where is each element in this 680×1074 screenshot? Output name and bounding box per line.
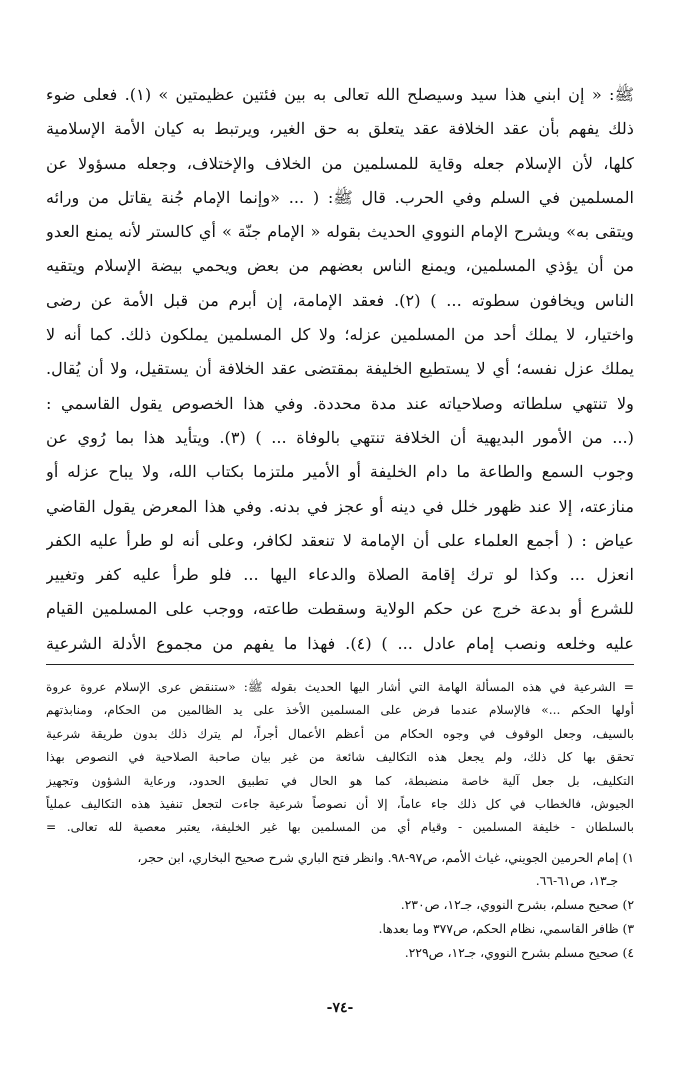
continuation-footnote: [46, 676, 634, 840]
main-text: [46, 78, 634, 661]
text-line: انعزل ... وكذا لو ترك إقامة الصلاة والدعاء اليها ... فلو طرأ عليه كفر وتغيير: [46, 565, 634, 585]
footnote-separator: [46, 664, 634, 665]
text-line: من أن يؤذي المسلمين، ويمنع الناس بعضهم من بعض ويحمي بيضة الإسلام ويتقيه: [46, 256, 634, 276]
note-line: التكليف، بل جعل آلية خاصة منضبطة، كما هو الحال في تطبيق الحدود، ورعاية الشؤون وتجهيز: [46, 773, 634, 788]
text-line: عياض : ( أجمع العلماء على أن الإمامة لا تنعقد لكافر، وعلى أنه لو طرأ عليه الكفر: [46, 530, 634, 550]
note-line: = الشرعية في هذه المسألة الهامة التي أشار اليها الحديث بقوله ﷺ: «ستنقض عرى الإسلام عروة عروة: [46, 680, 634, 694]
note-line: تحقق بها كل ذلك، ولم يجعل هذه التكاليف شائعة من غير بيان صاحبة الصلاحية في النصوص بهذا: [46, 750, 634, 765]
text-line: الناس ويخافون سطوته ... ) (٢). فعقد الإمامة، إن أبرم من قبل الأمة عن رضى: [46, 290, 634, 310]
text-line: المسلمين في السلم وفي الحرب. قال ﷺ: ( ... «وإنما الإمام جُنة يقاتل من ورائه: [46, 187, 634, 207]
footnote-1-continuation: جـ١٣، ص٦١-٦٦.: [535, 873, 618, 888]
footnote-1: ١) إمام الحرمين الجويني، غياث الأمم، ص٩٧-٩٨. وانظر فتح الباري شرح صحيح البخاري، ابن حجر،: [137, 850, 634, 865]
text-line: ذلك يفهم بأن عقد الخلافة عقد يتعلق به حق الغير، ويرتبط به كيان الأمة الإسلامية: [46, 119, 634, 139]
text-line: يملك عزل نفسه؛ أي لا يستطيع الخليفة بمقتضى عقد الخلافة أن يستقيل، ولا أن يُقال.: [46, 359, 634, 379]
footnote-2: ٢) صحيح مسلم، بشرح النووي، جـ١٢، ص٢٣٠.: [400, 897, 634, 912]
text-line: ويتقى به» ويشرح الإمام النووي الحديث بقوله « الإمام جنّة » أي كالستر لأنه يمنع العدو: [46, 222, 634, 242]
note-line: بالسيف، وجعل الوقوف في وجوه الحكام من أعظم الأعمال أجراً، لم يترك ذلك بدون طريقة شرعية: [46, 726, 634, 741]
text-line: عليه وخلعه ونصب إمام عادل ... ) (٤). فهذا ما يفهم من مجموع الأدلة الشرعية: [46, 633, 634, 653]
text-line: وجوب السمع والطاعة ما دام الخليفة أو الأمير ملتزما بكتاب الله، ولا يباح عزله أو: [46, 462, 634, 482]
note-line: أولها الحكم ...» فالإسلام عندما فرض على المسلمين الأخذ على يد الظالمين من الحكام، ومنابذتهم: [46, 703, 634, 718]
text-line: منازعته، إلا عند ظهور خلل في دينه أو عجز في بدنه. وفي هذا المعرض يقول القاضي: [46, 496, 634, 516]
text-line: للشرع أو بدعة خرج عن حكم الولاية وسقطت طاعته، ووجب على المسلمين القيام: [46, 599, 634, 619]
note-line: الجيوش، فالخطاب في كل ذلك جاء عاماً، إلا أن نصوصاً شرعية جاءت لتجعل تنفيذ هذه التكاليف عملياً: [46, 796, 634, 811]
text-line: واختيار، لا يملك أحد من المسلمين عزله؛ ولا كل المسلمين يملكون ذلك. كما أنه لا: [46, 325, 634, 345]
page-number: -٧٤-: [326, 1000, 354, 1016]
text-line: (... من الأمور البديهية أن الخلافة تنتهي بالوفاة ... ) (٣). ويتأيد هذا بما رُوي عن: [46, 427, 634, 447]
text-line: كلها، لأن الإسلام جعله وقاية للمسلمين من الخلاف والإختلاف، وجعله مسؤولا عن: [46, 153, 634, 173]
text-line: ولا تنتهي سلطاته وصلاحياته عند مدة محددة. وفي هذا الخصوص يقول القاسمي :: [46, 393, 634, 413]
footnote-3: ٣) ظافر القاسمي، نظام الحكم، ص٣٧٧ وما بعدها.: [378, 921, 634, 936]
footnote-4: ٤) صحيح مسلم بشرح النووي، جـ١٢، ص٢٢٩.: [404, 945, 634, 960]
text-line: ﷺ: « إن ابني هذا سيد وسيصلح الله تعالى به بين فئتين عظيمتين » (١). فعلى ضوء: [46, 85, 634, 104]
note-line: بالسلطان - خليفة المسلمين - وقيام أي من المسلمين بها غير الخليفة، يعتبر معصية لله تعالى. =: [46, 820, 634, 835]
